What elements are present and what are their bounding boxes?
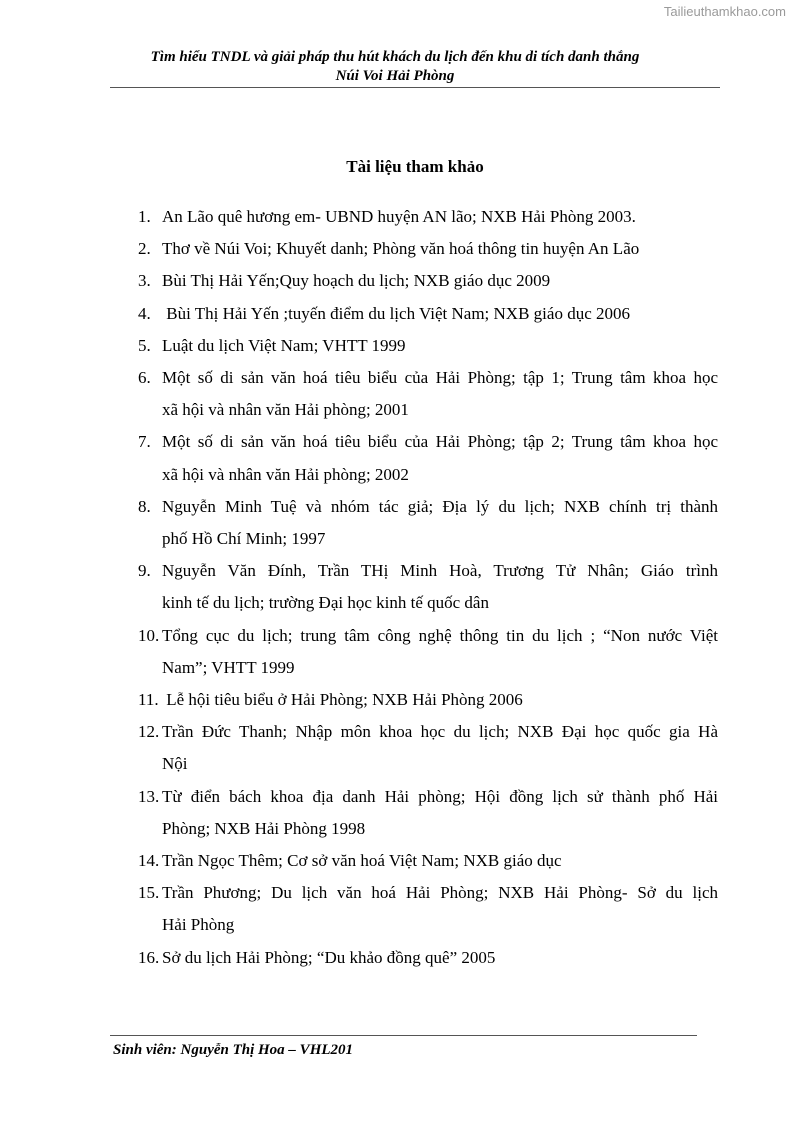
reference-number: 11.: [138, 690, 159, 710]
reference-item: [138, 233, 718, 265]
reference-item: [138, 298, 718, 330]
reference-number: 7.: [138, 432, 151, 452]
reference-line: [138, 716, 718, 748]
reference-text: Một số di sản văn hoá tiêu biểu của Hải Phòng; tập 2; Trung tâm khoa học: [162, 432, 718, 452]
footer-rule: [110, 1035, 697, 1036]
reference-item: [138, 555, 718, 619]
reference-line: [138, 426, 718, 458]
header-line-1: Tìm hiểu TNDL và giải pháp thu hút khách du lịch đến khu di tích danh thắng: [150, 49, 640, 65]
reference-line: [138, 201, 718, 233]
reference-number: 12.: [138, 722, 160, 742]
reference-line: [138, 684, 718, 716]
reference-item: [138, 716, 718, 780]
reference-text: Bùi Thị Hải Yến;Quy hoạch du lịch; NXB giáo dục 2009: [162, 271, 551, 291]
reference-text: Một số di sản văn hoá tiêu biểu của Hải Phòng; tập 1; Trung tâm khoa học: [162, 368, 718, 388]
reference-number: 5.: [138, 335, 151, 355]
reference-number: 4.: [138, 303, 151, 323]
running-header: [110, 48, 680, 86]
reference-item: [138, 265, 718, 297]
reference-line: [138, 459, 718, 491]
reference-item: [138, 362, 718, 426]
watermark: Tailieuthamkhao.com: [663, 4, 786, 19]
reference-line: [138, 491, 718, 523]
reference-line: [138, 394, 718, 426]
reference-line: [138, 652, 718, 684]
reference-text: Nguyễn Minh Tuệ và nhóm tác giả; Địa lý du lịch; NXB chính trị thành: [162, 496, 718, 516]
reference-text: xã hội và nhân văn Hải phòng; 2001: [162, 400, 409, 420]
reference-text: Nguyễn Văn Đính, Trần THị Minh Hoà, Trương Tử Nhân; Giáo trình: [162, 561, 718, 581]
reference-line: [138, 877, 718, 909]
reference-text: Luật du lịch Việt Nam; VHTT 1999: [162, 335, 406, 355]
reference-item: [138, 877, 718, 941]
reference-item: [138, 491, 718, 555]
reference-line: [138, 233, 718, 265]
reference-line: [138, 265, 718, 297]
reference-line: [138, 748, 718, 780]
reference-item: [138, 781, 718, 845]
reference-item: [138, 942, 718, 974]
reference-list: [138, 201, 718, 974]
reference-number: 13.: [138, 786, 160, 806]
reference-text: Phòng; NXB Hải Phòng 1998: [162, 818, 366, 838]
reference-text: Lễ hội tiêu biểu ở Hải Phòng; NXB Hải Phòng 2006: [162, 690, 523, 710]
page-title: Tài liệu tham khảo: [346, 157, 484, 176]
reference-item: [138, 845, 718, 877]
reference-text: Nam”; VHTT 1999: [162, 657, 295, 677]
header-line-2: Núi Voi Hải Phòng: [335, 68, 455, 84]
reference-text: Bùi Thị Hải Yến ;tuyến điểm du lịch Việt Nam; NXB giáo dục 2006: [162, 303, 630, 323]
reference-number: 6.: [138, 368, 151, 388]
reference-item: [138, 684, 718, 716]
reference-line: [138, 523, 718, 555]
reference-number: 1.: [138, 207, 151, 226]
reference-text: Từ điển bách khoa địa danh Hải phòng; Hội đồng lịch sử thành phố Hải: [162, 786, 718, 806]
footer-author: Sinh viên: Nguyễn Thị Hoa – VHL201: [113, 1042, 354, 1058]
reference-number: 10.: [138, 625, 160, 645]
reference-number: 9.: [138, 561, 151, 581]
reference-line: [138, 298, 718, 330]
reference-line: [138, 845, 718, 877]
reference-text: phố Hồ Chí Minh; 1997: [162, 529, 326, 549]
reference-text: An Lão quê hương em- UBND huyện AN lão; NXB Hải Phòng 2003.: [162, 207, 636, 226]
reference-number: 15.: [138, 883, 160, 903]
reference-number: 3.: [138, 271, 151, 291]
reference-line: [138, 942, 718, 974]
reference-number: 2.: [138, 239, 151, 259]
reference-item: [138, 201, 718, 233]
reference-item: [138, 330, 718, 362]
reference-line: [138, 587, 718, 619]
header-rule: [110, 87, 720, 88]
reference-text: Tổng cục du lịch; trung tâm công nghệ thông tin du lịch ; “Non nước Việt: [162, 625, 718, 645]
reference-line: [138, 813, 718, 845]
reference-line: [138, 362, 718, 394]
reference-text: Hải Phòng: [162, 915, 235, 935]
reference-text: Trần Ngọc Thêm; Cơ sở văn hoá Việt Nam; NXB giáo dục: [162, 851, 562, 871]
reference-text: kinh tế du lịch; trường Đại học kinh tế quốc dân: [162, 593, 489, 613]
reference-text: Sở du lịch Hải Phòng; “Du khảo đồng quê” 2005: [162, 947, 496, 967]
reference-number: 8.: [138, 496, 151, 516]
reference-number: 14.: [138, 851, 160, 871]
reference-item: [138, 426, 718, 490]
reference-line: [138, 620, 718, 652]
reference-text: Thơ về Núi Voi; Khuyết danh; Phòng văn hoá thông tin huyện An Lão: [162, 239, 640, 259]
reference-number: 16.: [138, 947, 160, 967]
reference-text: Nội: [162, 754, 188, 774]
reference-item: [138, 620, 718, 684]
reference-line: [138, 555, 718, 587]
reference-text: xã hội và nhân văn Hải phòng; 2002: [162, 464, 409, 484]
reference-text: Trần Phương; Du lịch văn hoá Hải Phòng; NXB Hải Phòng- Sở du lịch: [162, 883, 718, 903]
reference-line: [138, 909, 718, 941]
reference-line: [138, 330, 718, 362]
reference-line: [138, 781, 718, 813]
reference-text: Trần Đức Thanh; Nhập môn khoa học du lịch; NXB Đại học quốc gia Hà: [162, 722, 718, 742]
